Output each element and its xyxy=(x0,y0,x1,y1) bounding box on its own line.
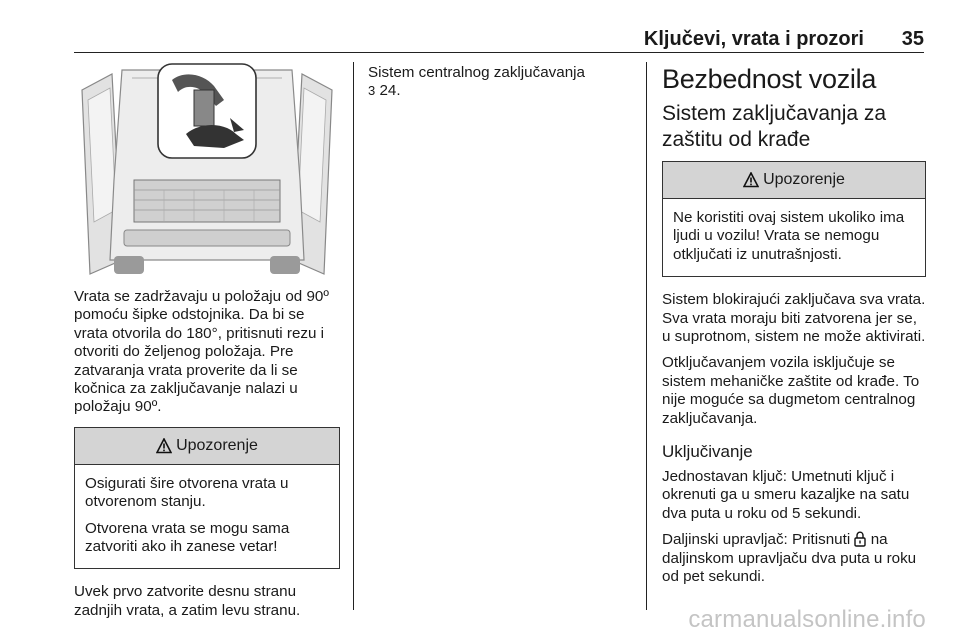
activation-subheading: Uključivanje xyxy=(662,442,753,462)
warning-title: Upozorenje xyxy=(763,171,845,188)
running-header-title: Ključevi, vrata i prozori xyxy=(643,28,864,50)
remote-text-after: na daljinskom upravljaču dva puta u roku od pet sekundi. xyxy=(662,531,917,586)
system-paragraph-1: Sistem blokirajući zaključava sva vrata. Sva vrata moraju biti zatvorena jer se, u suprotnom, sistem ne može aktivirati. xyxy=(662,291,926,346)
warning-header xyxy=(75,428,339,465)
warning-title: Upozorenje xyxy=(176,436,258,454)
warning-text-1: Ne koristiti ovaj sistem ukoliko ima ljudi u vozilu! Vrata se nemogu otključati iz unutrašnjosti. xyxy=(673,209,905,263)
cross-reference-arrow-icon: 3 xyxy=(368,83,376,99)
warning-text-2: Otvorena vrata se mogu sama zatvoriti ako ih zanese vetar! xyxy=(85,519,290,556)
cross-reference-page[interactable]: 24. xyxy=(379,82,401,100)
activation-key-paragraph: Jednostavan ključ: Umetnuti ključ i okrenuti ga u smeru kazaljke na satu dva puta u roku od 5 sekundi. xyxy=(662,468,910,522)
remote-text-before: Daljinski upravljač: Pritisnuti xyxy=(662,531,851,549)
warning-box xyxy=(662,161,926,277)
padlock-icon xyxy=(854,531,866,547)
section-heading: Bezbednost vozila xyxy=(662,64,877,94)
subsection-heading: Sistem zaključavanja za zaštitu od krađe xyxy=(662,102,887,151)
page-number: 35 xyxy=(901,28,924,50)
cross-reference-text: Sistem centralnog zaključavanja xyxy=(368,64,585,81)
column-1 xyxy=(74,60,340,628)
warning-triangle-icon xyxy=(156,438,172,454)
column-2 xyxy=(368,64,630,109)
column-divider-2 xyxy=(646,62,647,610)
watermark: carmanualsonline.info xyxy=(688,606,926,633)
warning-triangle-icon xyxy=(743,172,759,188)
activation-remote-paragraph xyxy=(662,531,926,586)
column-3 xyxy=(662,64,926,595)
warning-header xyxy=(663,162,925,199)
warning-box xyxy=(74,427,340,570)
warning-text-1: Osigurati šire otvorena vrata u otvorenom stanju. xyxy=(85,474,289,511)
system-paragraph-2: Otključavanjem vozila isključuje se sistem mehaničke zaštite od krađe. To nije moguće sa dugmetom centralnog zaključavanja. xyxy=(662,354,920,427)
door-paragraph: Vrata se zadržavaju u položaju od 90º pomoću šipke odstojnika. Da bi se vrata otvorila do 180°, pritisnuti rezu i otvoriti do željenog položaja. Pre zatvaranja vrata proverite da li se kočnica za zaključavanje nalazi u položaju 90º. xyxy=(74,288,329,416)
cross-reference xyxy=(368,64,630,101)
header-rule xyxy=(74,52,924,53)
van-rear-doors-illustration xyxy=(74,60,340,282)
close-order-paragraph: Uvek prvo zatvorite desnu stranu zadnjih vrata, a zatim levu stranu. xyxy=(74,583,301,619)
column-divider-1 xyxy=(353,62,354,610)
